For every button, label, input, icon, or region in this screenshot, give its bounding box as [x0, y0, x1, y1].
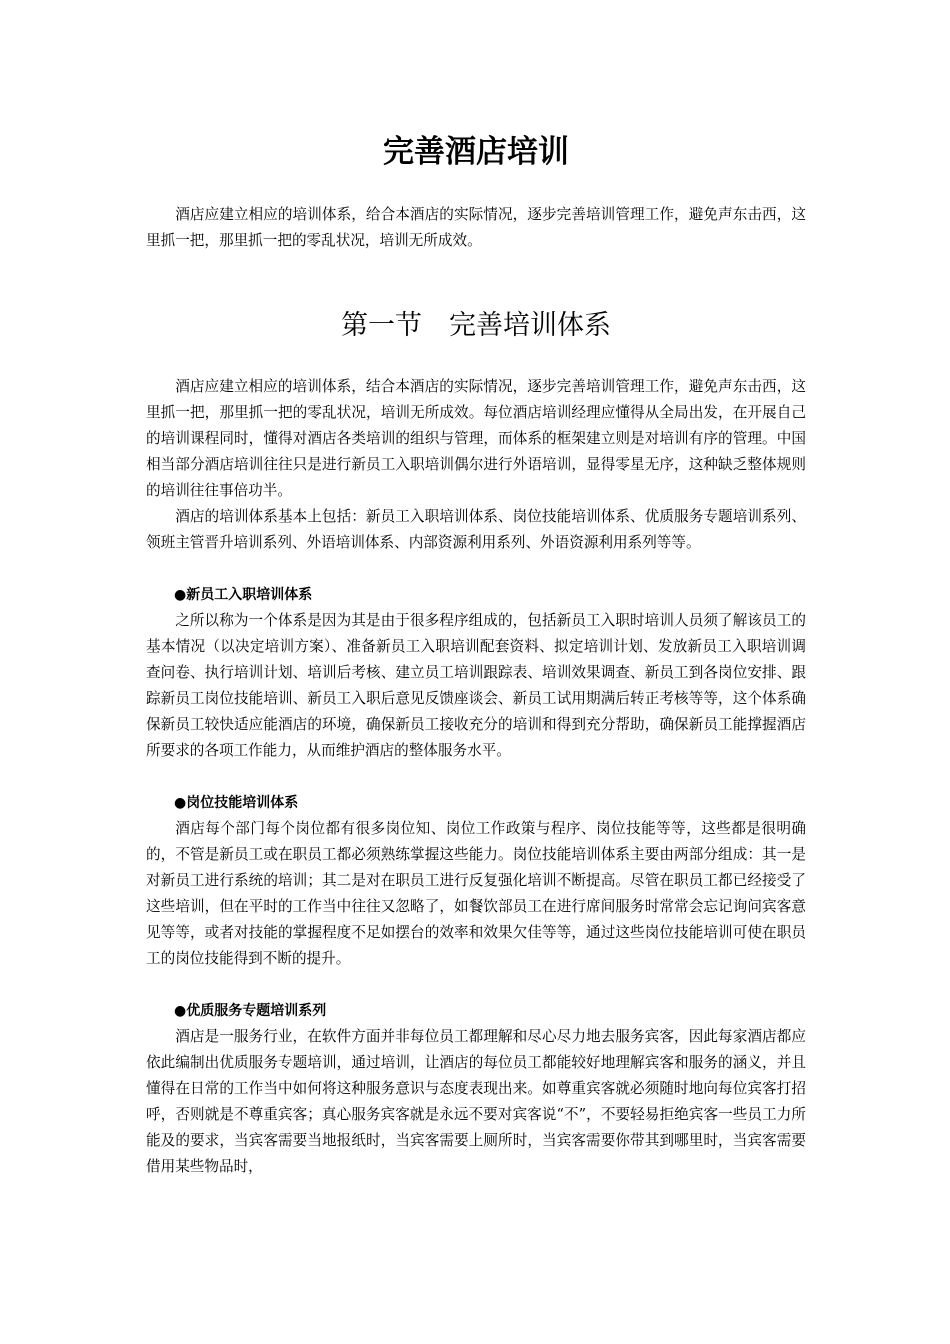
subsection-heading-text: 优质服务专题培训系列: [186, 1003, 327, 1019]
subsection-heading-text: 新员工入职培训体系: [186, 587, 313, 603]
bullet-icon: ●: [174, 1003, 187, 1019]
section-body: [146, 374, 806, 1180]
subsection-heading-text: 岗位技能培训体系: [186, 795, 299, 811]
subsection-new-employee: [146, 582, 806, 764]
intro-paragraph: 酒店应建立相应的培训体系，给合本酒店的实际情况，逐步完善培训管理工作，避免声东击西，这里抓一把，那里抓一把的零乱状况，培训无所成效。: [146, 206, 806, 249]
section-title: 第一节 完善培训体系: [341, 310, 611, 341]
spacer: [146, 556, 806, 582]
subsection-quality-service: [146, 998, 806, 1180]
subsection-paragraph: 酒店是一服务行业，在软件方面并非每位员工都理解和尽心尽力地去服务宾客，因此每家酒店都应依此编制出优质服务专题培训，通过培训，让酒店的每位员工都能较好地理解宾客和服务的涵义，并且懂得在日常的工作当中如何将这种服务意识与态度表现出来。如尊重宾客就必须随时地向每位宾客打招呼，否则就是不尊重宾客；真心服务宾客就是永远不要对宾客说“不”，不要轻易拒绝宾客一些员工力所能及的要求，当宾客需要当地报纸时，当宾客需要上厕所时，当宾客需要你带其到哪里时，当宾客需要借用某些物品时，: [146, 1028, 806, 1175]
subsection-job-skills: [146, 790, 806, 972]
intro-block: [146, 202, 806, 254]
spacer: [146, 764, 806, 790]
bullet-icon: ●: [174, 587, 187, 603]
subsection-paragraph: 酒店每个部门每个岗位都有很多岗位知、岗位工作政策与程序、岗位技能等等，这些都是很明确的，不管是新员工或在职员工都必须熟练掌握这些能力。岗位技能培训体系主要由两部分组成：其一是对新员工进行系统的培训；其二是对在职员工进行反复强化培训不断提高。尽管在职员工都已经接受了这些培训，但在平时的工作当中往往又忽略了，如餐饮部员工在进行席间服务时常常会忘记询问宾客意见等等，或者对技能的掌握程度不足如摆台的效率和效果欠佳等等，通过这些岗位技能培训可使在职员工的岗位技能得到不断的提升。: [146, 820, 806, 967]
subsection-heading: [146, 582, 806, 608]
subsection-heading: [146, 998, 806, 1024]
bullet-icon: ●: [174, 795, 187, 811]
subsection-heading: [146, 790, 806, 816]
subsection-paragraph: 之所以称为一个体系是因为其是由于很多程序组成的，包括新员工入职时培训人员须了解该员工的基本情况（以决定培训方案）、准备新员工入职培训配套资料、拟定培训计划、发放新员工入职培训调查问卷、执行培训计划、培训后考核、建立员工培训跟踪表、培训效果调查、新员工到各岗位安排、跟踪新员工岗位技能培训、新员工入职后意见反馈座谈会、新员工试用期满后转正考核等等，这个体系确保新员工较快适应能酒店的环境，确保新员工接收充分的培训和得到充分帮助，确保新员工能撑握酒店所要求的各项工作能力，从而维护酒店的整体服务水平。: [146, 612, 806, 759]
section-paragraph: 酒店的培训体系基本上包括：新员工入职培训体系、岗位技能培训体系、优质服务专题培训系列、领班主管晋升培训系列、外语培训体系、内部资源利用系列、外语资源利用系列等等。: [146, 508, 806, 551]
document-title: 完善酒店培训: [383, 134, 569, 170]
spacer: [146, 972, 806, 998]
section-paragraph: 酒店应建立相应的培训体系，结合本酒店的实际情况，逐步完善培训管理工作，避免声东击西，这里抓一把，那里抓一把的零乱状况，培训无所成效。每位酒店培训经理应懂得从全局出发，在开展自己的培训课程同时，懂得对酒店各类培训的组织与管理，而体系的框架建立则是对培训有序的管理。中国相当部分酒店培训往往只是进行新员工入职培训偶尔进行外语培训，显得零星无序，这种缺乏整体规则的培训往往事倍功半。: [146, 378, 806, 499]
